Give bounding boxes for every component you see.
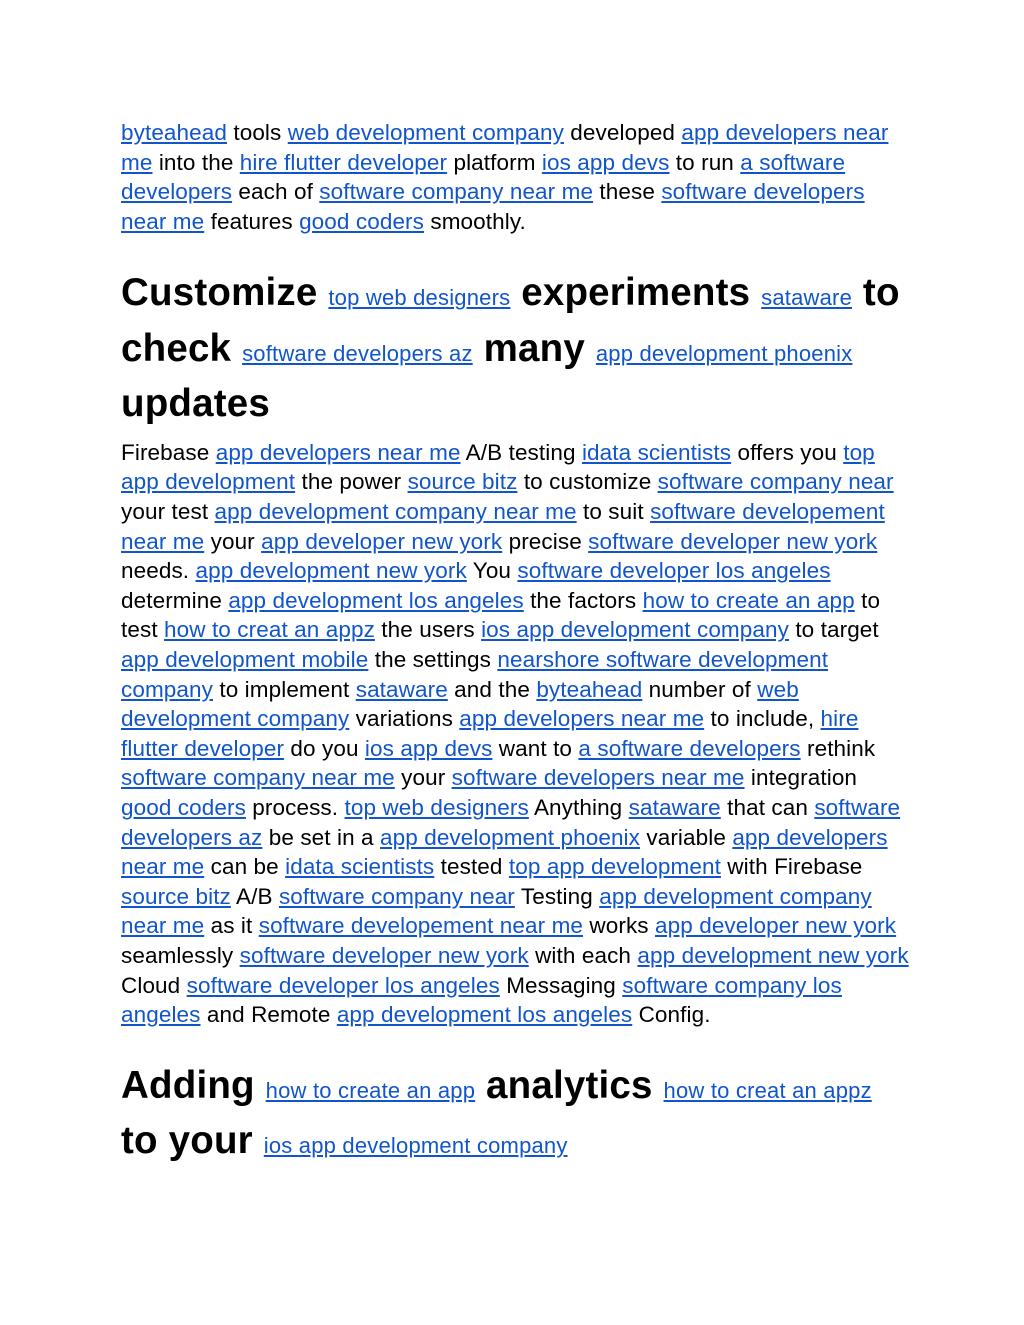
inline-text: your bbox=[204, 528, 262, 554]
inline-text: determine bbox=[121, 587, 229, 613]
inline-text: with each bbox=[528, 942, 638, 968]
inline-link[interactable]: software developer new york bbox=[239, 942, 529, 968]
inline-link[interactable]: software company los angeles bbox=[121, 972, 842, 1028]
inline-text: A/B testing bbox=[460, 439, 582, 465]
inline-link[interactable]: web development company bbox=[287, 120, 564, 145]
inline-link[interactable]: source bitz bbox=[121, 883, 231, 909]
inline-text: analytics bbox=[475, 1063, 664, 1107]
inline-link[interactable]: hire flutter developer bbox=[121, 706, 859, 761]
section-heading-adding-analytics bbox=[121, 1061, 911, 1172]
inline-text: Customize bbox=[121, 271, 329, 315]
inline-text: to suit bbox=[576, 499, 651, 525]
inline-link[interactable]: top web designers bbox=[344, 795, 529, 820]
inline-text: and the bbox=[447, 676, 537, 702]
paragraph-intro bbox=[121, 118, 911, 236]
inline-link[interactable]: how to create an app bbox=[265, 1077, 476, 1103]
inline-text: to your bbox=[121, 1119, 264, 1163]
inline-text: to target bbox=[788, 617, 879, 643]
inline-text: the users bbox=[374, 617, 482, 643]
inline-link[interactable]: app developer new york bbox=[261, 528, 503, 554]
inline-link[interactable]: software developer los angeles bbox=[186, 972, 500, 998]
inline-text: features bbox=[204, 208, 300, 234]
inline-text: to check bbox=[121, 271, 900, 370]
inline-link[interactable]: app development company near me bbox=[121, 883, 872, 939]
inline-text: offers you bbox=[731, 439, 844, 465]
inline-link[interactable]: app developers near me bbox=[121, 824, 888, 880]
inline-link[interactable]: sataware bbox=[761, 285, 853, 311]
inline-text: seamlessly bbox=[121, 942, 240, 968]
inline-link[interactable]: software company near me bbox=[121, 765, 395, 791]
inline-text: number of bbox=[642, 676, 758, 702]
inline-link[interactable]: software developement near me bbox=[258, 913, 584, 939]
inline-text: Config. bbox=[632, 1002, 711, 1028]
inline-text: precise bbox=[502, 528, 589, 554]
inline-text: do you bbox=[284, 735, 365, 761]
inline-link[interactable]: software developers near me bbox=[121, 179, 865, 234]
inline-link[interactable]: app developers near me bbox=[121, 120, 889, 175]
inline-text: the power bbox=[295, 469, 408, 495]
inline-link[interactable]: app development phoenix bbox=[595, 340, 853, 366]
inline-link[interactable]: app developers near me bbox=[459, 706, 705, 732]
inline-text: variable bbox=[640, 824, 733, 850]
inline-text: tested bbox=[434, 854, 509, 880]
inline-link[interactable]: ios app devs bbox=[541, 149, 670, 175]
inline-text: integration bbox=[744, 765, 858, 791]
inline-text: and Remote bbox=[200, 1002, 337, 1028]
inline-text: Firebase bbox=[121, 439, 216, 465]
inline-text: needs. bbox=[121, 558, 196, 584]
inline-link[interactable]: a software developers bbox=[578, 735, 801, 761]
inline-link[interactable]: app development company near me bbox=[214, 499, 577, 525]
inline-link[interactable]: how to creat an appz bbox=[164, 617, 375, 643]
inline-text: to run bbox=[669, 149, 741, 175]
inline-link[interactable]: software developers az bbox=[242, 340, 473, 366]
inline-text: these bbox=[593, 179, 662, 205]
inline-link[interactable]: byteahead bbox=[536, 676, 643, 702]
inline-link[interactable]: good coders bbox=[121, 795, 246, 820]
inline-text: be set in a bbox=[262, 824, 381, 850]
inline-text: A/B bbox=[230, 883, 279, 909]
inline-link[interactable]: how to creat an appz bbox=[663, 1077, 872, 1103]
inline-link[interactable]: app developers near me bbox=[215, 439, 461, 465]
inline-text: experiments bbox=[510, 271, 762, 315]
inline-text: your test bbox=[121, 499, 215, 525]
inline-text: to include, bbox=[704, 706, 821, 732]
inline-link[interactable]: good coders bbox=[299, 208, 425, 234]
inline-link[interactable]: top app development bbox=[508, 854, 721, 880]
inline-text: to customize bbox=[517, 469, 658, 495]
inline-link[interactable]: software company near me bbox=[319, 179, 594, 205]
inline-text: Cloud bbox=[121, 972, 187, 998]
inline-link[interactable]: ios app development company bbox=[481, 617, 789, 643]
inline-text: Messaging bbox=[499, 972, 623, 998]
inline-link[interactable]: software company near bbox=[278, 883, 515, 909]
inline-link[interactable]: software developer los angeles bbox=[517, 558, 831, 584]
inline-link[interactable]: ios app devs bbox=[364, 735, 493, 761]
inline-link[interactable]: ios app development company bbox=[263, 1133, 568, 1159]
inline-link[interactable]: software developer new york bbox=[588, 528, 878, 554]
inline-text: Testing bbox=[514, 883, 600, 909]
inline-text: Anything bbox=[528, 795, 629, 820]
inline-text: your bbox=[394, 765, 452, 791]
inline-link[interactable]: hire flutter developer bbox=[239, 149, 448, 175]
inline-link[interactable]: software company near bbox=[657, 469, 894, 495]
inline-text: platform bbox=[447, 149, 542, 175]
inline-text: to implement bbox=[213, 676, 356, 702]
inline-text: want to bbox=[492, 735, 579, 761]
inline-link[interactable]: app development new york bbox=[637, 942, 909, 968]
inline-text: to test bbox=[121, 587, 881, 643]
inline-link[interactable]: web development company bbox=[121, 676, 799, 732]
inline-link[interactable]: top web designers bbox=[328, 285, 511, 311]
inline-link[interactable]: software developers near me bbox=[451, 765, 745, 791]
inline-text: that can bbox=[720, 795, 815, 820]
inline-text: works bbox=[583, 913, 656, 939]
inline-link[interactable]: top app development bbox=[121, 439, 875, 495]
inline-link[interactable]: a software developers bbox=[121, 149, 846, 205]
inline-link[interactable]: software developement near me bbox=[121, 499, 885, 554]
inline-link[interactable]: app development phoenix bbox=[380, 824, 641, 850]
inline-link[interactable]: source bitz bbox=[407, 469, 518, 495]
inline-link[interactable]: app development mobile bbox=[121, 647, 369, 673]
inline-text: the settings bbox=[368, 647, 498, 673]
inline-link[interactable]: software developers az bbox=[121, 795, 901, 850]
inline-link[interactable]: sataware bbox=[355, 676, 448, 702]
inline-link[interactable]: idata scientists bbox=[581, 439, 732, 465]
inline-text: You bbox=[466, 558, 518, 584]
inline-text: each of bbox=[232, 179, 320, 205]
inline-text: can be bbox=[204, 854, 286, 880]
inline-link[interactable]: app development los angeles bbox=[336, 1002, 633, 1028]
inline-text: with Firebase bbox=[720, 854, 863, 880]
inline-text: as it bbox=[204, 913, 259, 939]
paragraph-firebase-ab-testing bbox=[121, 438, 911, 1030]
document-page bbox=[121, 118, 911, 1172]
inline-text: into the bbox=[152, 149, 240, 175]
inline-link[interactable]: idata scientists bbox=[285, 854, 435, 880]
inline-link[interactable]: byteahead bbox=[121, 120, 227, 145]
inline-link[interactable]: sataware bbox=[628, 795, 721, 820]
inline-text: updates bbox=[121, 382, 271, 426]
inline-text: many bbox=[472, 326, 596, 370]
inline-text: tools bbox=[227, 120, 288, 145]
inline-text: rethink bbox=[800, 735, 876, 761]
inline-text: smoothly. bbox=[424, 208, 526, 234]
inline-text: developed bbox=[563, 120, 682, 145]
inline-link[interactable]: app developer new york bbox=[655, 913, 897, 939]
inline-link[interactable]: app development los angeles bbox=[228, 587, 524, 613]
inline-text: variations bbox=[349, 706, 460, 732]
inline-text: process. bbox=[245, 795, 345, 820]
inline-link[interactable]: app development new york bbox=[195, 558, 467, 584]
section-heading-customize bbox=[121, 268, 911, 430]
inline-text: Adding bbox=[121, 1063, 266, 1107]
inline-link[interactable]: how to create an app bbox=[642, 587, 855, 613]
inline-link[interactable]: nearshore software development company bbox=[121, 647, 829, 702]
inline-text: the factors bbox=[523, 587, 643, 613]
